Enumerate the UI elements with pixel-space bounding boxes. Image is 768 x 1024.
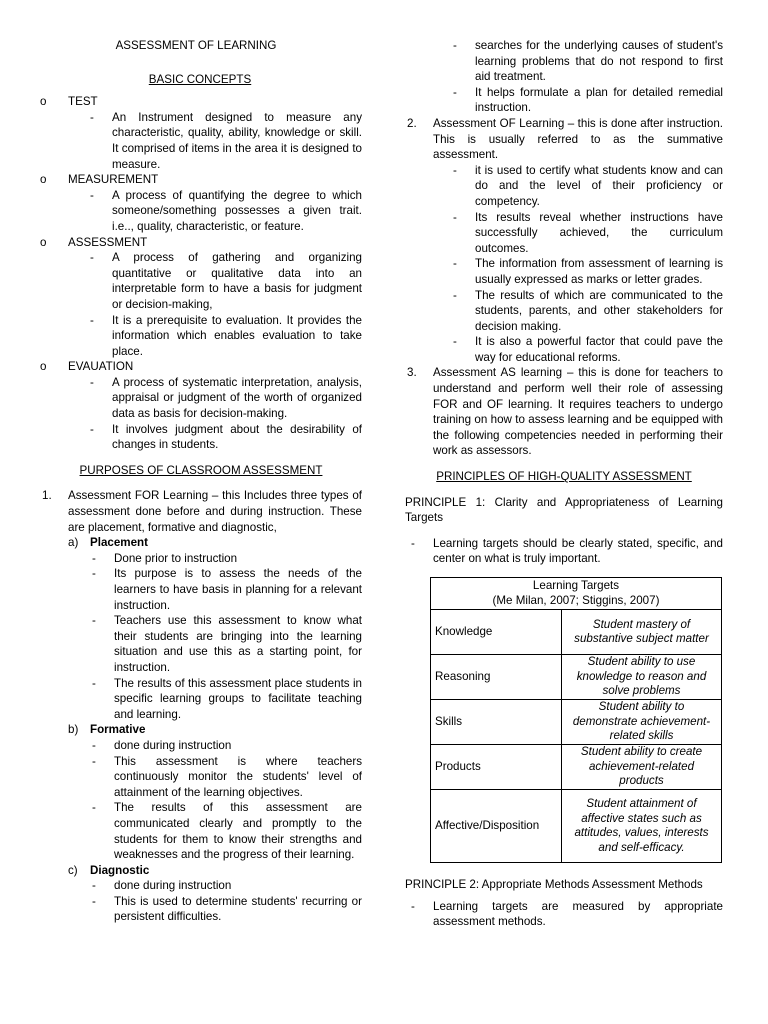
concept-item: - It is a prerequisite to evaluation. It provides the information which enables evaluation to take place. [90,313,362,358]
principle-1-item: - Learning targets should be clearly stated, specific, and center on what is truly important. [411,536,723,566]
principle-2: PRINCIPLE 2: Appropriate Methods Assessment Methods [405,878,703,892]
diagnostic-heading: c) Diagnostic [68,863,150,877]
concept-test: o TEST [40,95,98,109]
concept-term: MEASUREMENT [68,173,159,187]
right-column [405,38,723,930]
target-name: Reasoning [431,655,562,700]
concept-item: - A process of quantifying the degree to which someone/something possesses a given trait. i.e.., quality, characteristic, or feature. [90,188,362,233]
list-item: - Its purpose is to assess the needs of the learners to have basis in planning for a relevant instruction. [92,567,362,612]
target-description: Student ability to demonstrate achievement-related skills [562,700,722,745]
concept-evaluation: o EVAUATION [40,360,134,374]
list-item: - The results of this assessment are communicated clearly and promptly to the students for them to know their strengths and weaknesses and the progress of their learning. [92,801,362,862]
table-row [431,745,722,790]
target-name: Products [431,745,562,790]
list-item: - The information from assessment of learning is usually expressed as marks or letter grades. [453,257,723,286]
list-item: - searches for the underlying causes of student's learning problems that do not respond to first aid treatment. [453,39,723,84]
concept-assessment: o ASSESSMENT [40,235,148,249]
table-row [431,700,722,745]
list-item: - Its results reveal whether instructions have successfully achieved, the curriculum outcomes. [453,210,723,255]
concept-term: ASSESSMENT [68,235,148,249]
target-name: Knowledge [431,610,562,655]
purpose-1: 1. Assessment FOR Learning – this Includes three types of assessment done before and during instruction. These are placement, formative and diagnostic, [42,489,362,534]
principle-1: PRINCIPLE 1: Clarity and Appropriateness of Learning Targets [405,495,723,525]
table-header-row [431,578,722,610]
concept-item: - A process of systematic interpretation, analysis, appraisal or judgment of the worth of organized data as basis for decision-making. [90,375,362,421]
list-item: - done during instruction [92,879,232,893]
table-row [431,790,722,863]
basic-concepts-heading: BASIC CONCEPTS [148,72,252,86]
principles-heading: PRINCIPLES OF HIGH-QUALITY ASSESSMENT [436,470,692,484]
purpose-3: 3. Assessment AS learning – this is done for teachers to understand and perform well their role of assessing FOR and OF learning. It requires teachers to undergo training on how to assess learning and be equipped with the following competencies needed in performing their work as assessors. [407,366,723,458]
concept-term: EVAUATION [68,360,134,374]
learning-targets-table [430,577,722,863]
purpose-2: 2. Assessment OF Learning – this is done after instruction. This is usually referred to as the summative assessment. [407,116,723,162]
purposes-heading: PURPOSES OF CLASSROOM ASSESSMENT [79,463,323,477]
concept-measurement: o MEASUREMENT [40,173,159,187]
document-title: ASSESSMENT OF LEARNING [115,39,277,52]
left-column [40,38,362,925]
target-name: Skills [431,700,562,745]
concept-term: TEST [68,95,98,109]
target-description: Student attainment of affective states such as attitudes, values, interests and self-efficacy. [562,790,722,863]
list-item: - This is used to determine students' recurring or persistent difficulties. [92,894,362,924]
principle-2-item: - Learning targets are measured by appropriate assessment methods. [411,899,723,929]
target-description: Student ability to use knowledge to reason and solve problems [562,655,722,700]
target-name: Affective/Disposition [431,790,562,863]
list-item: - The results of this assessment place students in specific learning groups to facilitate teaching and learning. [92,676,362,721]
table-row [431,655,722,700]
concept-item: - An Instrument designed to measure any characteristic, quality, ability, knowledge or skill. It comprised of items in the area it is designed to measure. [90,110,362,171]
list-item: - done during instruction [92,738,232,752]
list-item: - It helps formulate a plan for detailed remedial instruction. [453,85,723,115]
list-item: - Done prior to instruction [92,551,238,565]
list-item: - This assessment is where teachers continuously monitor the students' level of attainment of the learning objectives. [92,754,362,799]
table-header: Learning Targets (Me Milan, 2007; Stiggins, 2007) [431,578,722,610]
list-item: - It is also a powerful factor that could pave the way for educational reforms. [453,335,723,364]
concept-item: - It involves judgment about the desirability of changes in students. [90,422,362,452]
list-item: - The results of which are communicated to the students, parents, and other stakeholders for decision making. [453,288,723,333]
list-item: - it is used to certify what students know and can do and the level of their proficiency or competency. [453,163,723,208]
formative-heading: b) Formative [68,723,146,737]
placement-heading: a) Placement [68,536,148,550]
list-item: - Teachers use this assessment to know what their students are bringing into the learning situation and use this as a starting point, for instruction. [92,614,362,674]
target-description: Student ability to create achievement-related products [562,745,722,790]
target-description: Student mastery of substantive subject matter [562,610,722,655]
table-row [431,610,722,655]
concept-item: - A process of gathering and organizing quantitative or qualitative data into an interpretable form to have a basis for judgment or decision-making, [90,251,362,311]
